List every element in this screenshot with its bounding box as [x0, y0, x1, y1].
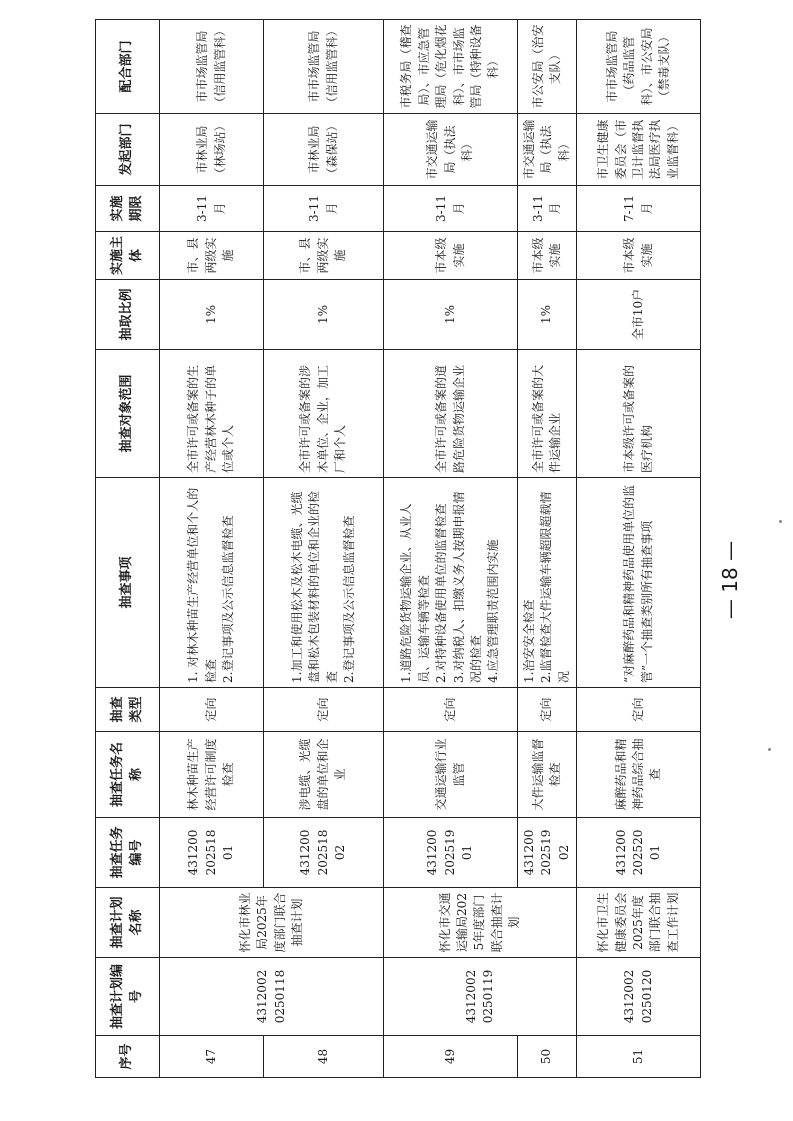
cell-task-no: 431200 202518 02 — [264, 818, 384, 888]
cell-subject: 市本级实施 — [384, 232, 518, 280]
cell-plan-name: 怀化市交通运输局2025年度部门联合抽查计划 — [384, 888, 577, 958]
table-row — [160, 20, 264, 1078]
header-task-name: 抽查任务名称 — [96, 732, 160, 818]
cell-period: 3-11月 — [160, 186, 264, 232]
cell-period: 3-11月 — [384, 186, 518, 232]
cell-plan-name: 怀化市卫生健康委员会2025年度部门联合抽查工作计划 — [577, 888, 701, 958]
cell-check-items — [518, 478, 577, 688]
header-plan-no: 抽查计划编号 — [96, 958, 160, 1036]
check-item: “对麻醉药品和精神药品使用单位的监管”一个抽查类别所有抽查事项 — [622, 484, 654, 683]
cell-task-no: 431200 202519 02 — [518, 818, 577, 888]
cell-subject: 市、县两级实施 — [264, 232, 384, 280]
cell-plan-name: 怀化市林业局2025年度部门联合抽查计划 — [160, 888, 384, 958]
header-plan-name: 抽查计划名称 — [96, 888, 160, 958]
check-item: 4.应急管理职责范围内实施 — [486, 539, 501, 683]
scan-speck — [768, 748, 771, 751]
cell-check-type: 定向 — [518, 688, 577, 732]
cell-initiator: 市交通运输局（执法科） — [518, 114, 577, 186]
cell-sample-ratio: 1% — [384, 280, 518, 350]
header-check-scope: 抽查对象范围 — [96, 350, 160, 478]
header-check-type: 抽查类型 — [96, 688, 160, 732]
cell-period: 3-11月 — [518, 186, 577, 232]
cell-subject: 市本级实施 — [577, 232, 701, 280]
cell-subject: 市本级实施 — [518, 232, 577, 280]
cell-plan-no: 4312002 0250120 — [577, 958, 701, 1036]
header-check-items: 抽查事项 — [96, 478, 160, 688]
cell-plan-no: 4312002 0250119 — [384, 958, 577, 1036]
cell-partner: 市税务局（稽查局）、市应急管理局（危化烟花科）、市市场监管局（特种设备科） — [384, 20, 518, 114]
page-number: — 18 — — [718, 540, 742, 620]
cell-serial: 48 — [264, 1036, 384, 1078]
cell-task-name: 林木种苗生产经营许可制度检查 — [160, 732, 264, 818]
cell-partner: 市市场监管局（药品监管科）、市公安局（禁毒支队） — [577, 20, 701, 114]
check-item: 1.道路危险货物运输企业、从业人员、运输车辆等检查 — [399, 503, 431, 683]
cell-check-items — [577, 478, 701, 688]
cell-task-name: 交通运输行业监管 — [384, 732, 518, 818]
cell-sample-ratio: 1% — [264, 280, 384, 350]
cell-task-no: 431200 202518 01 — [160, 818, 264, 888]
cell-serial: 50 — [518, 1036, 577, 1078]
header-period: 实施期限 — [96, 186, 160, 232]
cell-check-items — [160, 478, 264, 688]
check-item: 2.监督检查大件运输车辆超限超载情况 — [539, 491, 571, 683]
check-item: 2.登记事项及公示信息监督检查 — [221, 515, 236, 683]
table-row — [384, 20, 518, 1078]
check-item: 2.登记事项及公示信息监督检查 — [341, 515, 356, 683]
cell-subject: 市、县两级实施 — [160, 232, 264, 280]
check-item: 1. 对林木种苗生产经营单位和个人的检查 — [186, 487, 218, 683]
cell-serial: 47 — [160, 1036, 264, 1078]
header-sample-ratio: 抽取比例 — [96, 280, 160, 350]
header-task-no: 抽查任务编号 — [96, 818, 160, 888]
check-item: 3.对纳税人、扣缴义务人按期申报情况的检查 — [451, 491, 483, 683]
page-number-area — [710, 520, 750, 640]
cell-serial: 49 — [384, 1036, 518, 1078]
header-initiator: 发起部门 — [96, 114, 160, 186]
cell-plan-no: 4312002 0250118 — [160, 958, 384, 1036]
cell-initiator: 市林业局（森保站） — [264, 114, 384, 186]
cell-task-name: 大件运输监督检查 — [518, 732, 577, 818]
header-partner: 配合部门 — [96, 20, 160, 114]
header-serial: 序号 — [96, 1036, 160, 1078]
cell-task-no: 431200 202520 01 — [577, 818, 701, 888]
cell-check-scope: 全市许可或备案的生产经营林木种子的单位或个人 — [160, 350, 264, 478]
cell-partner: 市公安局（治安支队） — [518, 20, 577, 114]
scan-speck — [779, 520, 782, 523]
table-row — [577, 20, 701, 1078]
cell-check-scope: 全市许可或备案的大件运输企业 — [518, 350, 577, 478]
check-item: 1.治安安全检查 — [522, 599, 536, 683]
cell-task-no: 431200 202519 01 — [384, 818, 518, 888]
cell-period: 7-11月 — [577, 186, 701, 232]
cell-period: 3-11月 — [264, 186, 384, 232]
spot-check-plan-table — [95, 19, 701, 1078]
cell-check-type: 定向 — [384, 688, 518, 732]
cell-check-items — [384, 478, 518, 688]
cell-check-scope: 全市许可或备案的道路危险货物运输企业 — [384, 350, 518, 478]
header-subject: 实施主体 — [96, 232, 160, 280]
cell-partner: 市市场监管局（信用监管科） — [160, 20, 264, 114]
cell-check-type: 定向 — [160, 688, 264, 732]
cell-initiator: 市林业局（林场站） — [160, 114, 264, 186]
cell-sample-ratio: 全市10户 — [577, 280, 701, 350]
cell-check-type: 定向 — [264, 688, 384, 732]
cell-initiator: 市卫生健康委员会（市卫计监督执法局医疗执业监督科） — [577, 114, 701, 186]
cell-check-scope: 全市许可或备案的涉木单位、企业，加工厂和个人 — [264, 350, 384, 478]
rotated-table-container — [95, 20, 699, 1078]
table-header-row — [96, 20, 160, 1078]
cell-sample-ratio: 1% — [518, 280, 577, 350]
cell-check-items — [264, 478, 384, 688]
check-item: 1.加工和使用松木及松木电缆、光缆盘和松木包装材料的单位和企业的检查 — [289, 490, 339, 683]
check-item: 2.对特种设备使用单位的监督检查 — [434, 503, 449, 683]
cell-task-name: 涉电缆、光缆盘的单位和企业 — [264, 732, 384, 818]
cell-sample-ratio: 1% — [160, 280, 264, 350]
cell-serial: 51 — [577, 1036, 701, 1078]
cell-initiator: 市交通运输局（执法科） — [384, 114, 518, 186]
cell-check-scope: 市本级许可或备案的医疗机构 — [577, 350, 701, 478]
cell-task-name: 麻醉药品和精神药品综合抽查 — [577, 732, 701, 818]
cell-check-type: 定向 — [577, 688, 701, 732]
cell-partner: 市市场监管局（信用监管科） — [264, 20, 384, 114]
